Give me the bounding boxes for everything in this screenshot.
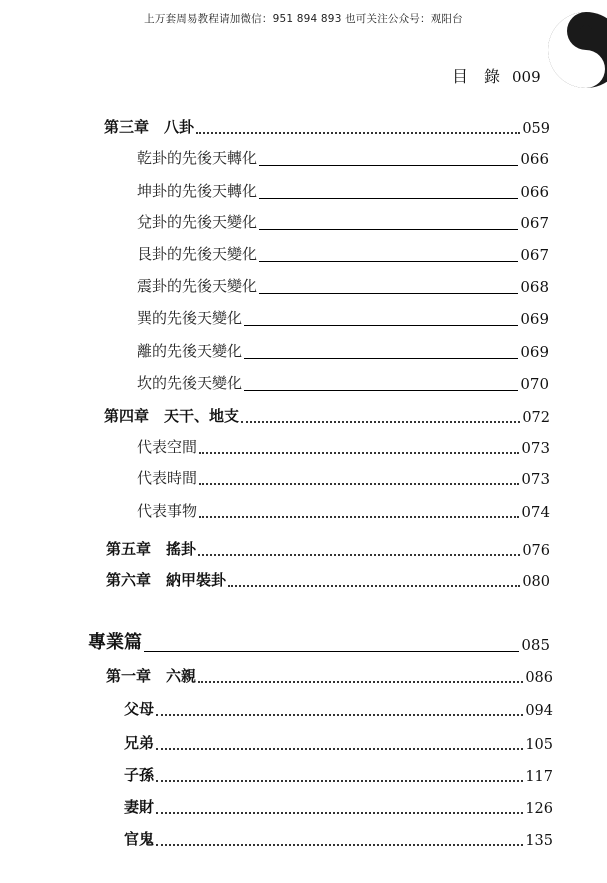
- dot-leader: [196, 132, 520, 134]
- dot-leader: [199, 452, 519, 454]
- toc-entry-page: 067: [520, 214, 549, 232]
- dot-leader: [259, 261, 518, 262]
- toc-entry-title: 巽的先後天變化: [137, 309, 243, 327]
- toc-entry-title: 第一章 六親: [106, 667, 197, 685]
- dot-leader: [156, 714, 523, 716]
- toc-entry-page: 068: [520, 278, 549, 296]
- toc-entry-title: 第四章 天干、地支: [104, 407, 240, 425]
- toc-entry-title: 代表時間: [137, 469, 198, 487]
- dot-leader: [244, 390, 518, 391]
- toc-entry-title: 乾卦的先後天轉化: [137, 149, 258, 167]
- toc-entry: [137, 243, 549, 264]
- toc-section-professional: [88, 628, 550, 654]
- toc-entry-page: 059: [522, 121, 550, 137]
- toc-entry: [137, 275, 549, 296]
- toc-entry-title: 第五章 搖卦: [106, 540, 197, 558]
- dot-leader: [241, 421, 520, 423]
- dot-leader: [259, 293, 518, 294]
- toc-entry-page: 073: [521, 470, 550, 488]
- toc-entry: [124, 796, 553, 817]
- dot-leader: [259, 198, 518, 199]
- toc-entry: [124, 764, 553, 785]
- toc-entry: [137, 180, 549, 201]
- toc-entry: [137, 147, 549, 168]
- toc-entry-page: 080: [522, 574, 550, 590]
- toc-entry-page: 072: [522, 410, 550, 426]
- toc-entry-page: 126: [525, 801, 553, 817]
- toc-entry: [137, 500, 550, 521]
- toc-entry-page: 066: [520, 150, 549, 168]
- toc-entry-page: 094: [525, 703, 553, 719]
- dot-leader: [244, 325, 518, 326]
- toc-entry-title: 代表空間: [137, 438, 198, 456]
- toc-entry: [137, 307, 549, 328]
- toc-entry-title: 代表事物: [137, 502, 198, 520]
- toc-entry-page: 069: [520, 343, 549, 361]
- toc-entry-page: 074: [521, 503, 550, 521]
- toc-entry: [124, 828, 553, 849]
- toc-entry-page: 105: [525, 737, 553, 753]
- dot-leader: [259, 229, 518, 230]
- toc-entry-page: 073: [521, 439, 550, 457]
- toc-entry-chapter-1: [106, 665, 553, 686]
- watermark-text: 上万套周易教程请加微信：951 894 893 也可关注公众号：观阳台: [144, 13, 463, 25]
- dot-leader: [198, 554, 520, 556]
- toc-entry-page: 085: [521, 636, 550, 654]
- toc-entry: [137, 372, 549, 393]
- toc-entry-page: 135: [525, 833, 553, 849]
- dot-leader: [156, 844, 523, 846]
- toc-entry-title: 兌卦的先後天變化: [137, 213, 258, 231]
- page-header: [452, 64, 541, 87]
- toc-entry-title: 妻財: [124, 798, 155, 816]
- toc-entry: [124, 732, 553, 753]
- toc-entry-title: 官鬼: [124, 830, 155, 848]
- toc-entry-chapter-4: [104, 405, 550, 426]
- dot-leader: [198, 681, 523, 683]
- dot-leader: [199, 483, 519, 485]
- toc-entry-chapter-5: [106, 538, 550, 559]
- toc-entry-title: 離的先後天變化: [137, 342, 243, 360]
- header-title: 目 錄: [452, 67, 501, 86]
- toc-entry-page: 117: [525, 769, 553, 785]
- toc-section-title: 專業篇: [88, 632, 142, 653]
- toc-entry-title: 子孫: [124, 766, 155, 784]
- toc-entry: [137, 211, 549, 232]
- toc-entry: [137, 467, 550, 488]
- toc-entry-title: 坤卦的先後天轉化: [137, 182, 258, 200]
- dot-leader: [144, 651, 519, 652]
- toc-entry-page: 076: [522, 543, 550, 559]
- toc-entry-title: 第三章 八卦: [104, 118, 195, 136]
- header-page-number: 009: [512, 68, 541, 86]
- dot-leader: [156, 780, 523, 782]
- toc-entry-title: 震卦的先後天變化: [137, 277, 258, 295]
- toc-entry-title: 第六章 納甲裝卦: [106, 571, 227, 589]
- toc-entry-page: 066: [520, 183, 549, 201]
- toc-entry-chapter-6: [106, 569, 550, 590]
- dot-leader: [199, 516, 519, 518]
- dot-leader: [244, 358, 518, 359]
- toc-entry-title: 艮卦的先後天變化: [137, 245, 258, 263]
- toc-entry-page: 070: [520, 375, 549, 393]
- dot-leader: [228, 585, 520, 587]
- toc-entry-title: 父母: [124, 700, 155, 718]
- toc-entry-page: 086: [525, 670, 553, 686]
- toc-entry: [137, 436, 550, 457]
- toc-entry-title: 坎的先後天變化: [137, 374, 243, 392]
- dot-leader: [156, 748, 523, 750]
- dot-leader: [259, 165, 518, 166]
- toc-entry-page: 069: [520, 310, 549, 328]
- toc-entry-title: 兄弟: [124, 734, 155, 752]
- dot-leader: [156, 812, 523, 814]
- yin-yang-logo-icon: [546, 10, 607, 90]
- toc-entry: [137, 340, 549, 361]
- toc-entry-page: 067: [520, 246, 549, 264]
- toc-entry-chapter-3: [104, 116, 550, 137]
- toc-entry: [124, 698, 553, 719]
